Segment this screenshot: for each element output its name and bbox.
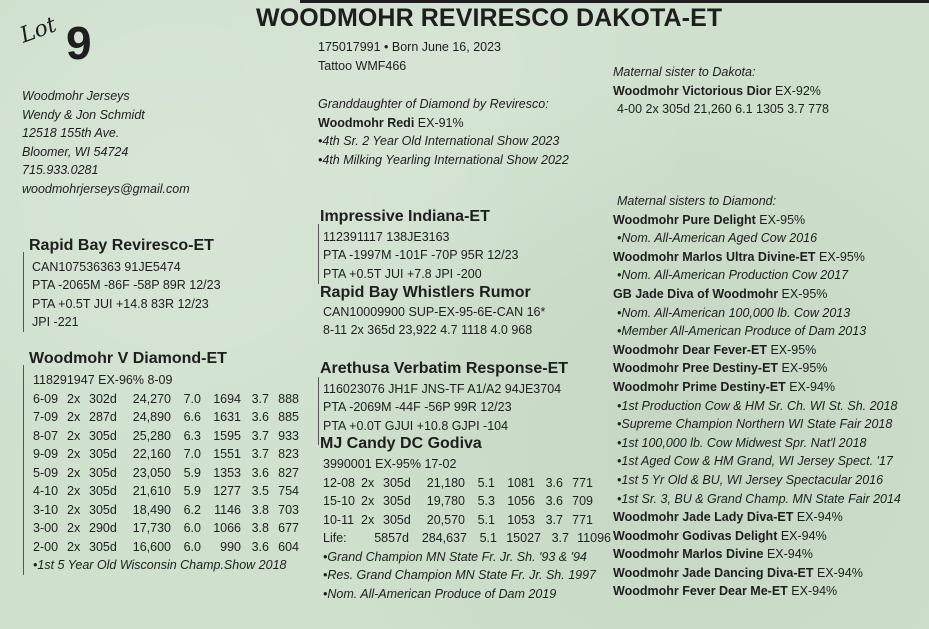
maternal-sister bbox=[613, 545, 901, 564]
record-cell: 12-08 bbox=[323, 475, 355, 490]
life-cell: 284,637 bbox=[421, 531, 467, 545]
maternal-sister-name: Woodmohr Pure Delight bbox=[613, 212, 756, 227]
maternal-sister-score: EX-94% bbox=[787, 584, 838, 599]
dd-details bbox=[323, 455, 611, 603]
dd-note: •Grand Champion MN State Fr. Jr. Sh. '93 & '94 bbox=[323, 549, 587, 564]
breeder-info bbox=[22, 87, 190, 199]
maternal-sister-note: •1st Aged Cow & HM Grand, WI Jersey Spect. '17 bbox=[617, 454, 893, 469]
record-cell: 2x bbox=[67, 465, 81, 480]
maternal-sister-note: •1st Production Cow & HM Sr. Ch. WI St. Sh. 2018 bbox=[617, 398, 898, 413]
record-cell: 5-09 bbox=[33, 465, 59, 480]
sire-name: Rapid Bay Reviresco-ET bbox=[29, 237, 214, 254]
record-cell: 827 bbox=[278, 465, 299, 480]
record-row bbox=[323, 474, 611, 493]
record-cell: 823 bbox=[278, 447, 299, 461]
record-cell: 3.8 bbox=[251, 502, 269, 517]
record-cell: 703 bbox=[278, 502, 299, 517]
record-cell: 3.6 bbox=[251, 539, 269, 554]
record-cell: 677 bbox=[278, 521, 299, 535]
sd-line: CAN10009900 SUP-EX-95-6E-CAN 16* bbox=[323, 305, 546, 319]
dam-note: •1st 5 Year Old Wisconsin Champ.Show 2018 bbox=[33, 558, 287, 572]
lot-number: 9 bbox=[66, 17, 92, 69]
maternal-sisters-diamond bbox=[613, 192, 901, 601]
record-cell: 19,780 bbox=[426, 494, 465, 508]
record-cell: 6.6 bbox=[183, 410, 201, 424]
record-cell: 709 bbox=[572, 494, 593, 508]
record-cell: 3.6 bbox=[545, 475, 563, 490]
record-cell: 305d bbox=[89, 428, 117, 443]
ss-details bbox=[323, 228, 518, 283]
maternal-sister-name: Woodmohr Godivas Delight bbox=[613, 528, 778, 543]
ss-name: Impressive Indiana-ET bbox=[320, 208, 490, 225]
granddaughter-name: Woodmohr Redi bbox=[318, 115, 415, 130]
maternal-diamond-heading: Maternal sisters to Diamond: bbox=[617, 194, 777, 208]
record-cell: 2x bbox=[361, 512, 375, 527]
sd-details bbox=[323, 303, 545, 340]
record-cell: 3.6 bbox=[545, 494, 563, 508]
record-cell: 10-11 bbox=[323, 512, 355, 527]
record-cell: 885 bbox=[278, 410, 299, 424]
ss-bracket bbox=[318, 224, 319, 284]
ds-bracket bbox=[318, 377, 319, 445]
maternal-sister-name: Woodmohr Pree Destiny-ET bbox=[613, 361, 779, 376]
record-cell: 1694 bbox=[213, 391, 241, 406]
record-cell: 2x bbox=[67, 391, 81, 406]
record-cell: 3.7 bbox=[251, 428, 269, 443]
sire-line: CAN107536363 91JE5474 bbox=[32, 260, 181, 274]
maternal-sister-name: Woodmohr Dear Fever-ET bbox=[613, 342, 767, 357]
life-cell: 5857d bbox=[374, 531, 409, 545]
ss-line: 112391117 138JE3163 bbox=[323, 230, 450, 244]
ds-line: PTA -2069M -44F -56P 99R 12/23 bbox=[323, 400, 512, 415]
lot-label: Lot bbox=[16, 12, 60, 49]
record-cell: 305d bbox=[89, 539, 117, 554]
breeder-farm: Woodmohr Jerseys bbox=[22, 89, 130, 103]
maternal-sister-score: EX-95% bbox=[755, 212, 806, 227]
maternal-sister-note: •Nom. All-American Aged Cow 2016 bbox=[617, 231, 818, 246]
record-cell: 1631 bbox=[213, 410, 241, 424]
record-cell: 5.9 bbox=[183, 484, 201, 498]
ss-line: PTA +0.5T JUI +7.8 JPI -200 bbox=[323, 266, 482, 281]
maternal-sister-note: •1st 100,000 lb. Cow Midwest Spr. Nat'l 2018 bbox=[617, 435, 867, 450]
maternal-sister-name: Woodmohr Fever Dear Me-ET bbox=[613, 584, 788, 599]
record-cell: 21,610 bbox=[132, 484, 171, 498]
record-cell: 302d bbox=[89, 391, 117, 406]
dam-header: 118291947 EX-96% 8-09 bbox=[33, 373, 173, 387]
record-cell: 3.7 bbox=[545, 512, 563, 527]
maternal-sister-name: Woodmohr Marlos Ultra Divine-ET bbox=[613, 249, 816, 264]
record-cell: 2x bbox=[67, 428, 81, 443]
record-cell: 1066 bbox=[213, 521, 241, 535]
granddaughter-score: EX-91% bbox=[414, 115, 464, 130]
maternal-sister-score: EX-95% bbox=[815, 249, 865, 264]
record-cell: 7.0 bbox=[183, 391, 201, 406]
granddaughter-block bbox=[318, 95, 569, 169]
life-cell: 15027 bbox=[506, 531, 541, 545]
record-cell: 3.6 bbox=[251, 465, 269, 480]
maternal-dakota-heading: Maternal sister to Dakota: bbox=[613, 65, 756, 79]
dd-records bbox=[323, 474, 611, 530]
record-cell: 6-09 bbox=[33, 391, 59, 406]
record-cell: 1353 bbox=[213, 465, 241, 480]
breeder-phone: 715.933.0281 bbox=[22, 163, 99, 178]
maternal-sister-note: •Nom. All-American Production Cow 2017 bbox=[617, 268, 849, 283]
tattoo: Tattoo WMF466 bbox=[318, 59, 407, 73]
record-row bbox=[33, 519, 299, 538]
record-cell: 771 bbox=[572, 512, 593, 527]
dam-name: Woodmohr V Diamond-ET bbox=[29, 350, 227, 367]
record-cell: 305d bbox=[383, 494, 411, 508]
maternal-dakota-score: EX-92% bbox=[771, 83, 821, 98]
maternal-sister bbox=[613, 285, 901, 304]
life-cell: 11096 bbox=[577, 531, 611, 545]
record-row bbox=[33, 445, 299, 464]
record-cell: 5.1 bbox=[477, 512, 495, 527]
record-row bbox=[33, 538, 299, 557]
breeder-owners: Wendy & Jon Schmidt bbox=[22, 107, 145, 122]
granddaughter-line bbox=[318, 114, 569, 133]
maternal-sister-name: Woodmohr Prime Destiny-ET bbox=[613, 379, 786, 394]
breeder-street: 12518 155th Ave. bbox=[22, 126, 120, 141]
record-cell: 16,600 bbox=[132, 539, 171, 554]
record-cell: 2x bbox=[67, 484, 81, 498]
maternal-sister-name: GB Jade Diva of Woodmohr bbox=[613, 286, 779, 301]
record-cell: 287d bbox=[89, 410, 117, 424]
dam-details bbox=[33, 371, 299, 575]
dd-note: •Nom. All-American Produce of Dam 2019 bbox=[323, 586, 557, 601]
maternal-sister bbox=[613, 248, 901, 267]
record-cell: 22,160 bbox=[132, 447, 171, 461]
maternal-sister bbox=[613, 582, 901, 601]
ds-line: PTA +0.0T GJUI +10.8 GJPI -104 bbox=[323, 418, 509, 433]
record-cell: 9-09 bbox=[33, 447, 59, 461]
record-cell: 3.7 bbox=[251, 391, 269, 406]
dam-bracket bbox=[23, 365, 24, 575]
record-cell: 1053 bbox=[507, 512, 535, 527]
dd-name: MJ Candy DC Godiva bbox=[320, 435, 482, 452]
maternal-sister-note: •Nom. All-American 100,000 lb. Cow 2013 bbox=[617, 305, 851, 320]
maternal-sister bbox=[613, 341, 901, 360]
maternal-sister-score: EX-94% bbox=[785, 379, 836, 394]
record-cell: 7-09 bbox=[33, 410, 59, 424]
record-cell: 1056 bbox=[507, 494, 535, 508]
record-row bbox=[33, 501, 299, 520]
record-cell: 305d bbox=[89, 465, 117, 480]
granddaughter-note: •4th Milking Yearling International Show 2022 bbox=[318, 152, 569, 167]
life-cell: 5.1 bbox=[479, 531, 497, 545]
record-cell: 5.9 bbox=[183, 465, 201, 480]
maternal-sister bbox=[613, 211, 901, 230]
page-title: WOODMOHR REVIRESCO DAKOTA-ET bbox=[256, 4, 723, 32]
maternal-sister-note: •1st 5 Yr Old & BU, WI Jersey Spectacular 2016 bbox=[617, 472, 884, 487]
record-cell: 18,490 bbox=[132, 502, 171, 517]
ds-details bbox=[323, 380, 561, 435]
life-cell: Life: bbox=[323, 531, 347, 545]
record-cell: 6.3 bbox=[183, 428, 201, 443]
dd-header: 3990001 EX-95% 17-02 bbox=[323, 457, 457, 471]
breeder-email: woodmohrjerseys@gmail.com bbox=[22, 181, 190, 196]
ds-line: 116023076 JH1F JNS-TF A1/A2 94JE3704 bbox=[323, 382, 562, 396]
record-cell: 5.3 bbox=[477, 494, 495, 508]
record-cell: 24,270 bbox=[132, 391, 171, 406]
record-row bbox=[323, 492, 611, 511]
record-cell: 290d bbox=[89, 521, 117, 535]
record-cell: 2x bbox=[67, 539, 81, 554]
maternal-sister bbox=[613, 359, 901, 378]
breeder-city: Bloomer, WI 54724 bbox=[22, 144, 129, 159]
record-cell: 7.0 bbox=[183, 447, 201, 461]
maternal-sister-score: EX-95% bbox=[778, 286, 828, 301]
record-cell: 2x bbox=[67, 447, 81, 461]
sire-line: PTA +0.5T JUI +14.8 83R 12/23 bbox=[32, 296, 209, 311]
record-cell: 2-00 bbox=[33, 539, 59, 554]
record-row bbox=[33, 408, 299, 427]
maternal-sister-dakota bbox=[613, 63, 829, 119]
granddaughter-note: •4th Sr. 2 Year Old International Show 2023 bbox=[318, 134, 560, 149]
life-cell: 3.7 bbox=[551, 531, 569, 545]
record-cell: 24,890 bbox=[132, 410, 171, 424]
dd-life bbox=[323, 529, 611, 548]
record-cell: 305d bbox=[89, 484, 117, 498]
maternal-sister bbox=[613, 527, 901, 546]
sire-details bbox=[32, 258, 221, 331]
record-cell: 17,730 bbox=[132, 521, 171, 535]
record-cell: 1081 bbox=[507, 475, 535, 490]
record-row bbox=[33, 464, 299, 483]
maternal-sister-note: •Supreme Champion Northern WI State Fair 2018 bbox=[617, 417, 893, 432]
record-row bbox=[33, 482, 299, 501]
ds-name: Arethusa Verbatim Response-ET bbox=[320, 360, 569, 377]
record-cell: 23,050 bbox=[132, 465, 171, 480]
maternal-sister-score: EX-94% bbox=[777, 528, 827, 543]
maternal-dakota-name: Woodmohr Victorious Dior bbox=[613, 83, 772, 98]
record-cell: 3.5 bbox=[251, 484, 269, 498]
record-cell: 771 bbox=[572, 475, 593, 490]
maternal-sister-note: •Member All-American Produce of Dam 2013 bbox=[617, 324, 867, 339]
record-cell: 305d bbox=[383, 512, 411, 527]
maternal-sister-score: EX-94% bbox=[793, 510, 843, 525]
dd-note: •Res. Grand Champion MN State Fr. Jr. Sh. 1997 bbox=[323, 568, 597, 582]
maternal-sister-score: EX-94% bbox=[813, 565, 863, 580]
maternal-sister bbox=[613, 564, 901, 583]
record-cell: 2x bbox=[67, 502, 81, 517]
record-cell: 2x bbox=[67, 521, 81, 535]
sd-line: 8-11 2x 365d 23,922 4.7 1118 4.0 968 bbox=[323, 323, 533, 338]
sire-line: JPI -221 bbox=[32, 314, 79, 329]
record-cell: 4-10 bbox=[33, 484, 59, 498]
record-cell: 3.6 bbox=[251, 410, 269, 424]
maternal-dakota-line bbox=[613, 82, 829, 101]
record-cell: 933 bbox=[278, 428, 299, 443]
record-cell: 305d bbox=[89, 502, 117, 517]
record-cell: 1595 bbox=[213, 428, 241, 443]
dam-records bbox=[33, 390, 299, 557]
maternal-sister bbox=[613, 378, 901, 397]
granddaughter-heading: Granddaughter of Diamond by Reviresco: bbox=[318, 97, 549, 111]
sd-name: Rapid Bay Whistlers Rumor bbox=[320, 284, 531, 301]
record-cell: 1146 bbox=[214, 502, 241, 517]
record-cell: 6.2 bbox=[183, 502, 201, 517]
record-cell: 20,570 bbox=[426, 512, 465, 527]
record-cell: 2x bbox=[67, 410, 81, 424]
sire-line: PTA -2065M -86F -58P 89R 12/23 bbox=[32, 278, 221, 293]
record-cell: 3-10 bbox=[33, 502, 59, 517]
record-cell: 1551 bbox=[213, 447, 241, 461]
top-rule bbox=[300, 0, 929, 3]
maternal-dakota-record: 4-00 2x 305d 21,260 6.1 1305 3.7 778 bbox=[617, 102, 829, 117]
maternal-sister bbox=[613, 508, 901, 527]
record-cell: 3-00 bbox=[33, 521, 59, 535]
maternal-list bbox=[613, 211, 901, 601]
record-cell: 6.0 bbox=[183, 539, 201, 554]
maternal-sister-note: •1st Sr. 3, BU & Grand Champ. MN State Fair 2014 bbox=[617, 491, 901, 506]
record-cell: 2x bbox=[361, 494, 375, 508]
record-row bbox=[323, 511, 611, 530]
ss-line: PTA -1997M -101F -70P 95R 12/23 bbox=[323, 248, 519, 263]
record-cell: 888 bbox=[278, 391, 299, 406]
record-cell: 21,180 bbox=[426, 475, 465, 490]
record-cell: 1277 bbox=[213, 484, 241, 498]
record-cell: 3.7 bbox=[251, 447, 269, 461]
record-cell: 305d bbox=[383, 475, 411, 490]
record-cell: 15-10 bbox=[323, 494, 355, 508]
maternal-sister-score: EX-95% bbox=[766, 342, 817, 357]
record-cell: 305d bbox=[89, 447, 117, 461]
record-cell: 3.8 bbox=[251, 521, 269, 535]
record-cell: 754 bbox=[278, 484, 299, 498]
maternal-sister-name: Woodmohr Jade Lady Diva-ET bbox=[613, 510, 794, 525]
record-cell: 5.1 bbox=[477, 475, 495, 490]
registration-line: 175017991 • Born June 16, 2023 bbox=[318, 40, 502, 54]
record-cell: 604 bbox=[278, 539, 299, 554]
record-row bbox=[33, 427, 299, 446]
sire-bracket bbox=[23, 252, 24, 332]
maternal-sister-score: EX-94% bbox=[763, 547, 813, 562]
record-cell: 6.0 bbox=[183, 521, 201, 535]
record-cell: 2x bbox=[361, 475, 375, 490]
record-cell: 990 bbox=[220, 539, 241, 554]
record-row bbox=[33, 390, 299, 409]
maternal-sister-score: EX-95% bbox=[778, 361, 828, 376]
record-cell: 25,280 bbox=[132, 428, 171, 443]
maternal-sister-name: Woodmohr Jade Dancing Diva-ET bbox=[613, 565, 814, 580]
maternal-sister-name: Woodmohr Marlos Divine bbox=[613, 547, 764, 562]
record-cell: 8-07 bbox=[33, 428, 59, 443]
